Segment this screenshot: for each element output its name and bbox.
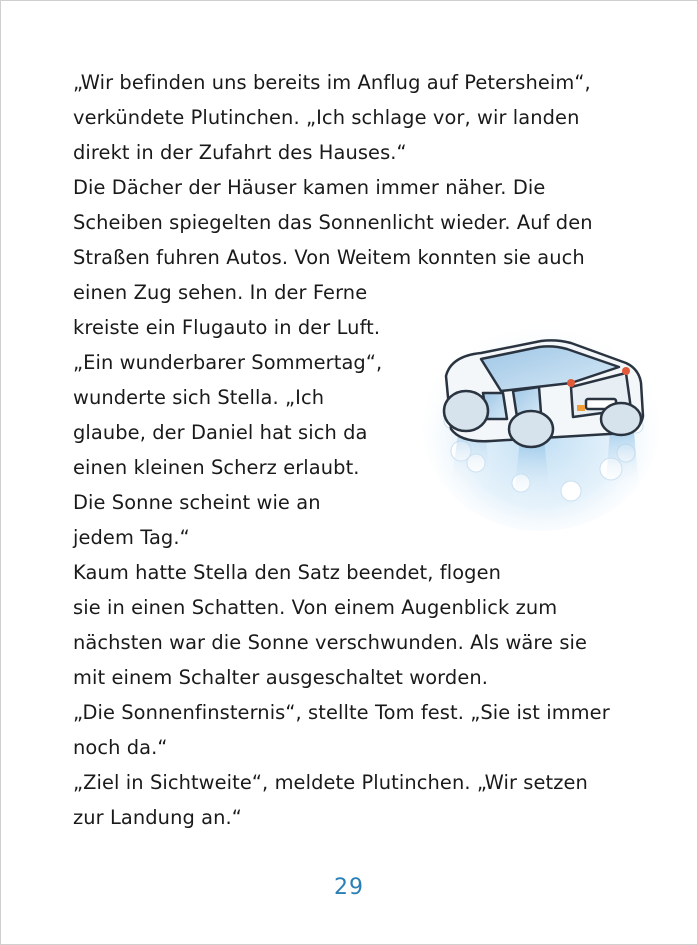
text-line: Die Dächer der Häuser kamen immer näher. Die [73, 176, 546, 199]
text-line: verkündete Plutinchen. „Ich schlage vor, wir landen [73, 106, 580, 129]
text-line: glaube, der Daniel hat sich da [73, 421, 368, 444]
text-line: mit einem Schalter ausgeschaltet worden. [73, 666, 489, 689]
text-line: wunderte sich Stella. „Ich [73, 386, 325, 409]
text-line: einen Zug sehen. In der Ferne [73, 281, 368, 304]
text-line: Kaum hatte Stella den Satz beendet, flogen [73, 561, 501, 584]
text-line: sie in einen Schatten. Von einem Augenblick zum [73, 596, 558, 619]
text-line: Scheiben spiegelten das Sonnenlicht wieder. Auf den [73, 211, 593, 234]
text-line: zur Landung an.“ [73, 806, 242, 829]
page-number: 29 [334, 875, 364, 900]
text-line: „Wir befinden uns bereits im Anflug auf Petersheim“, [73, 71, 591, 94]
text-line: einen kleinen Scherz erlaubt. [73, 456, 360, 479]
text-line: kreiste ein Flugauto in der Luft. [73, 316, 381, 339]
text-line: nächsten war die Sonne verschwunden. Als wäre sie [73, 631, 588, 654]
text-line: direkt in der Zufahrt des Hauses.“ [73, 141, 407, 164]
text-line: „Ein wunderbarer Sommertag“, [73, 351, 383, 374]
text-line: jedem Tag.“ [73, 526, 190, 549]
text-line: „Ziel in Sichtweite“, meldete Plutinchen. „Wir setzen [73, 771, 588, 794]
text-line: „Die Sonnenfinsternis“, stellte Tom fest. „Sie ist immer [73, 701, 610, 724]
text-line: Straßen fuhren Autos. Von Weitem konnten sie auch [73, 246, 585, 269]
text-line: noch da.“ [73, 736, 168, 759]
flying-car-icon [421, 301, 661, 541]
text-line: Die Sonne scheint wie an [73, 491, 321, 514]
